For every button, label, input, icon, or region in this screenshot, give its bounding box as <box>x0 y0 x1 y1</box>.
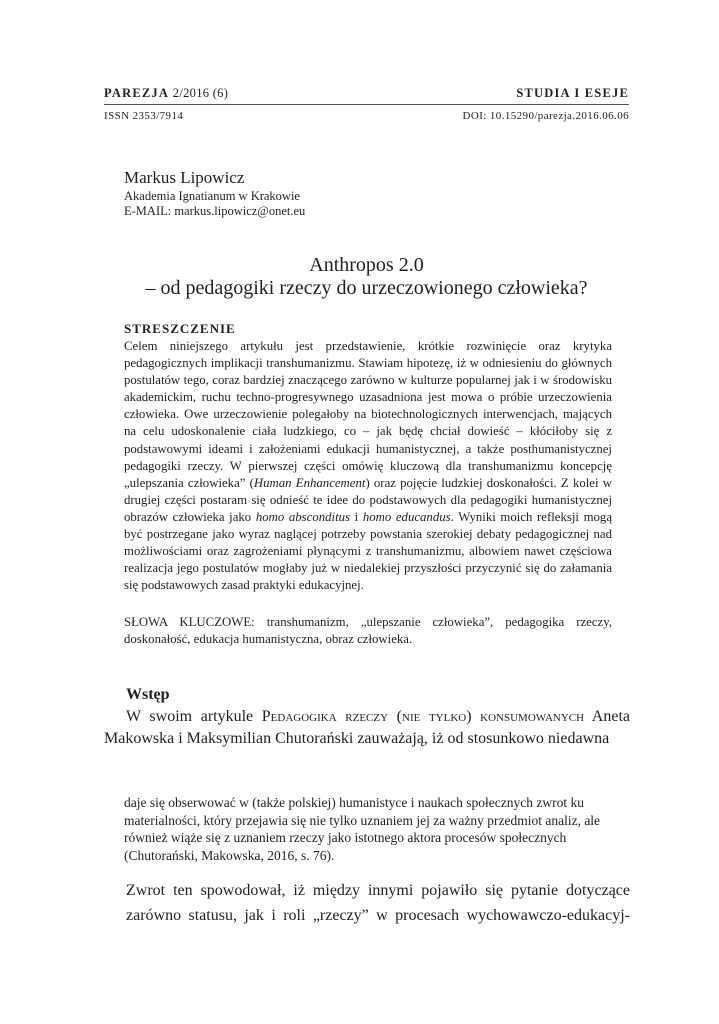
email-line <box>124 204 305 219</box>
abstract-italic-2: homo absconditus <box>255 509 351 524</box>
keywords-label: SŁOWA KLUCZOWE: <box>124 615 255 629</box>
keywords <box>124 614 612 648</box>
section-label: STUDIA I ESEJE <box>516 86 629 100</box>
abstract-part-2: ) oraz pojęcie ludzkiej doskonałości. Z kolei w drugiej części postaram się odnieść te idee do podstawowych dla pedagogiki humanistycznej obrazów człowieka jako <box>124 475 612 524</box>
cited-work-title: Pedagogika rzeczy (nie tylko) konsumowanych <box>261 708 585 725</box>
author-affiliation-block <box>124 189 305 219</box>
header-rule <box>104 104 629 105</box>
keywords-text: transhumanizm, „ulepszanie człowieka”, pedagogika rzeczy, doskonałość, edukacja humanistyczna, obraz człowieka. <box>124 615 612 647</box>
affiliation: Akademia Ignatianum w Krakowie <box>124 189 300 203</box>
title-line-2: – od pedagogiki rzeczy do urzeczowionego człowieka? <box>145 277 588 299</box>
abstract-heading: STRESZCZENIE <box>124 321 236 336</box>
issue-number: 2/2016 (6) <box>172 86 229 100</box>
title-line-1: Anthropos 2.0 <box>309 254 424 276</box>
block-quote: daje się obserwować w (także polskiej) humanistyce i naukach społecznych zwrot ku materialności, który przejawia się nie tylko uznaniem jej za ważny przedmiot analiz, ale również wiąże się z uznaniem rzeczy jako istotnego aktora procesów społecznych (Chutorański, Makowska, 2016, s. 76). <box>124 795 601 863</box>
author-name: Markus Lipowicz <box>124 168 245 187</box>
body-line-2: zarówno statusu, jak i roli „rzeczy” w procesach wychowawczo-edukacyj- <box>126 907 630 924</box>
doi[interactable]: DOI: 10.15290/parezja.2016.06.06 <box>462 110 629 122</box>
intro-text-a: W swoim artykule <box>126 708 262 725</box>
email-label: E-MAIL: <box>124 204 172 218</box>
article-title <box>104 254 629 300</box>
abstract-italic-3: homo educandus <box>362 509 451 524</box>
issn: ISSN 2353/7914 <box>104 110 184 122</box>
abstract-part-3: i <box>350 509 363 524</box>
journal-name: PAREZJA <box>104 86 169 100</box>
email-link[interactable]: markus.lipowicz@onet.eu <box>174 204 306 218</box>
intro-paragraph <box>104 706 630 750</box>
abstract-italic-1: Human Enhancement <box>253 475 366 490</box>
abstract-part-1: Celem niniejszego artykułu jest przedstawienie, krótkie rozwinięcie oraz krytyka pedagogicznych implikacji transhumanizmu. Stawiam hipotezę, iż w odniesieniu do głównych postulatów tego, coraz bardziej znaczącego zarówno w kulturze popularnej jak i w środowisku akademickim, ruchu techno-progresywnego uzasadniona jest mowa o próbie urzeczowienia człowieka. Owe urzeczowienie polegałoby na biotechnologicznych interwencjach, mających na celu udoskonalenie ciała ludzkiego, co – jak będę chciał dowieść – kłóciłoby się z podstawowymi ideami i założeniami edukacji humanistycznej, a także posthumanistycznej pedagogiki rzeczy. W pierwszej części omówię kluczową dla transhumanizmu koncepcję „ulepszania człowieka” ( <box>124 339 612 490</box>
body-line-1: Zwrot ten spowodował, iż między innymi pojawiło się pytanie dotyczące <box>126 882 630 899</box>
section-heading: Wstęp <box>126 686 170 703</box>
body-paragraph <box>104 878 630 928</box>
abstract-part-4: . Wyniki moich refleksji mogą być postrzegane jako wyraz naglącej potrzeby powstania szerokiej debaty pedagogicznej nad możliwościami oraz zagrożeniami płynącymi z transhumanizmu, albowiem nawet częściowa realizacja jego postulatów mogłaby już w niedalekiej przyszłości przyczynić się do załamania się podstawowych zasad praktyki edukacyjnej. <box>124 509 612 593</box>
abstract-text <box>124 338 612 594</box>
intro-text-b: Aneta Makowska i Maksymilian Chutorański zauważają, iż od stosunkowo niedawna <box>104 708 631 747</box>
journal-issue <box>104 86 228 101</box>
